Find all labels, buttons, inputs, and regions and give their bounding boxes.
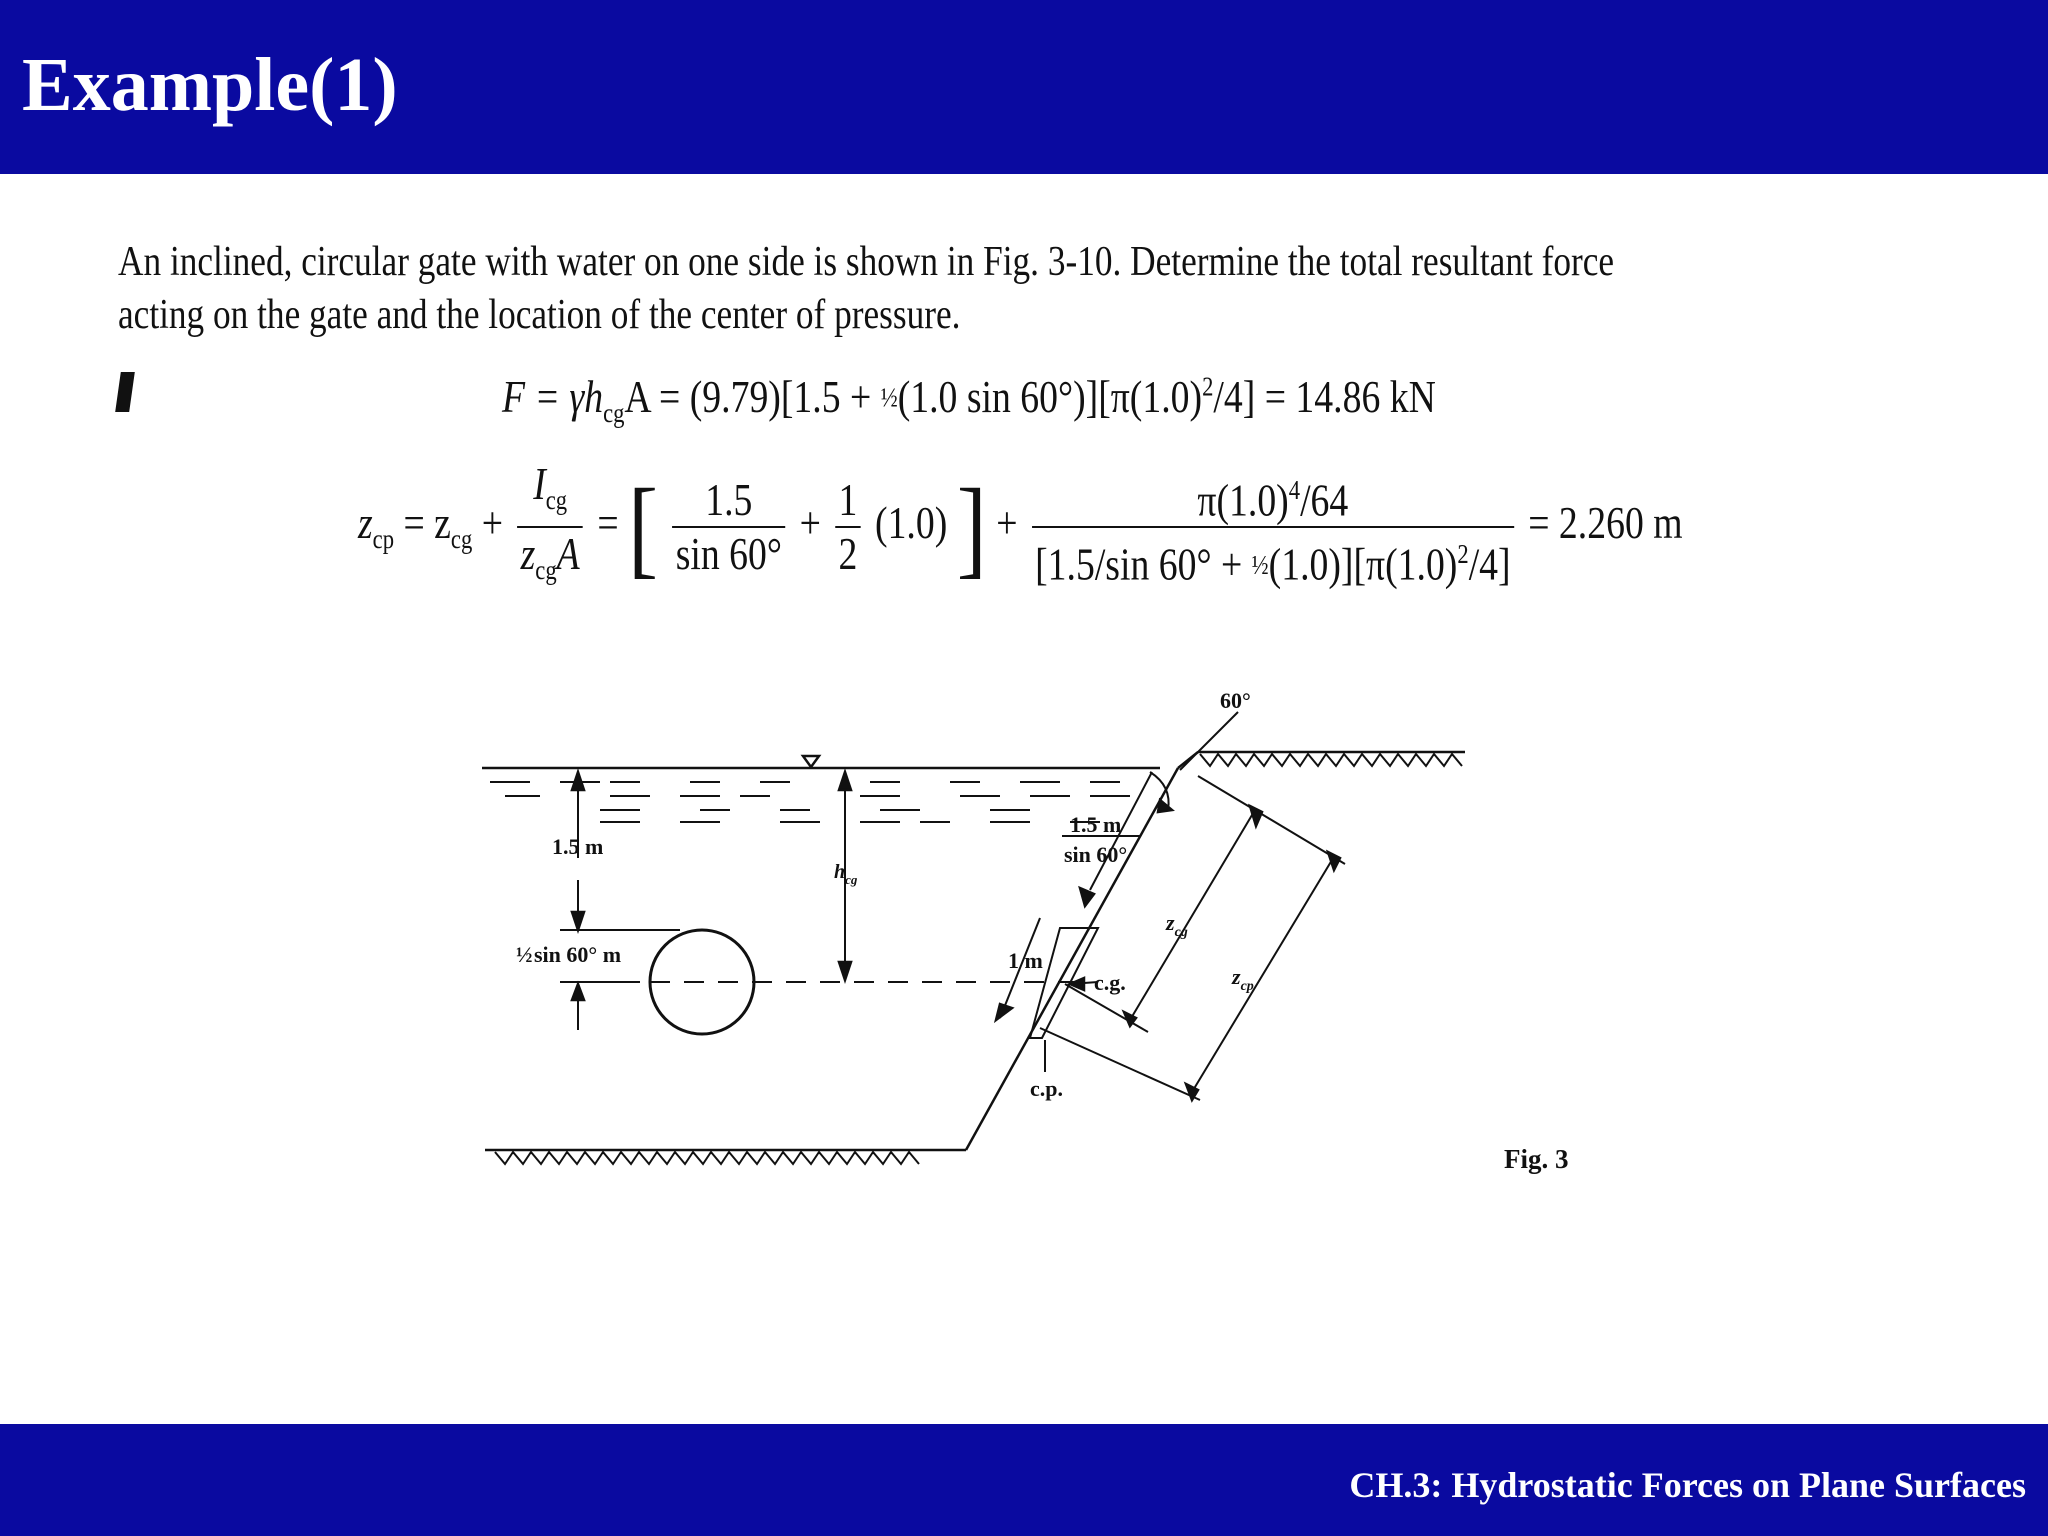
eq1-lhs-sub: cg: [603, 397, 625, 429]
eq2-bigden-sup: 2: [1457, 537, 1469, 569]
zcp-z: z: [1232, 964, 1241, 989]
eq2-cg: cg: [450, 522, 473, 554]
eq2-zcga-a: A: [556, 528, 580, 580]
slant-den: sin 60°: [1064, 842, 1128, 867]
zcg-sub: cg: [1174, 925, 1188, 940]
figure-caption: Fig. 3: [1504, 1144, 1569, 1174]
eq2-bigden-b: (1.0)][π(1.0): [1268, 538, 1458, 590]
eq2-frac2-num: 1: [835, 474, 860, 528]
hcg-h: h: [834, 861, 846, 883]
zcg-z: z: [1166, 910, 1175, 935]
half-sin-label: sin 60° m: [534, 942, 622, 967]
eq2-z: z: [358, 496, 373, 548]
eq2-zcga-sub: cg: [535, 554, 557, 586]
eq1-tail: /4] = 14.86 kN: [1213, 371, 1436, 422]
eq2-bignum-b: /64: [1300, 473, 1349, 525]
eq1-lhs: F = γh: [502, 371, 604, 422]
slant-num: 1.5 m: [1070, 812, 1122, 837]
slide-title: Example(1): [22, 43, 398, 127]
eq2-bignum-sup: 4: [1288, 473, 1301, 505]
eq2-cp: cp: [372, 522, 395, 554]
eq2-plus: +: [472, 496, 513, 548]
eq2-right-bracket: ]: [956, 466, 987, 589]
zcp-label: [1231, 964, 1254, 994]
angle-arrow: [1158, 800, 1172, 812]
eq1-sup: 2: [1202, 370, 1214, 402]
problem-line-1: An inclined, circular gate with water on one side is shown in Fig. 3-10. Determine the total resultant force: [118, 239, 1615, 285]
eq2-plus-3: +: [996, 496, 1027, 548]
eq2-zcga-z: z: [520, 528, 536, 580]
zcg-label: [1165, 910, 1188, 940]
half-sin-prefix: ½: [516, 942, 533, 967]
eq2-bigden-half: ½: [1251, 548, 1269, 580]
footer-bar: [0, 1424, 2048, 1536]
problem-line-2: acting on the gate and the location of the center of pressure.: [118, 292, 961, 338]
eq2-bigden-a: [1.5/sin 60° +: [1035, 538, 1252, 590]
eq2-frac2-den: 2: [838, 528, 858, 580]
eq2-result: = 2.260 m: [1528, 496, 1683, 548]
eq2-eq-plus: = z: [394, 496, 451, 548]
eq2-bignum-a: π(1.0): [1197, 473, 1289, 525]
cg-label: c.g.: [1094, 970, 1126, 995]
hcg-sub: cg: [845, 872, 858, 887]
eq2-bigden-c: /4]: [1468, 538, 1511, 590]
eq2-frac1-den: sin 60°: [675, 528, 782, 580]
footer-text: CH.3: Hydrostatic Forces on Plane Surfaces: [1349, 1465, 2026, 1505]
water-level-triangle: [803, 756, 819, 767]
angle-label: 60°: [1220, 688, 1251, 713]
eq2-left-bracket: [: [628, 466, 659, 589]
eq1-lhs-tail: A = (9.79)[1.5 +: [624, 371, 881, 422]
eq2-equals: =: [597, 496, 629, 548]
water-dashes: [490, 782, 1130, 822]
zcp-dimension: [1192, 855, 1335, 1092]
eq2-frac1-num: 1.5: [672, 474, 785, 528]
depth-label: 1.5 m: [552, 834, 604, 859]
ground-hatching: [495, 754, 1462, 1164]
eq1-mid: (1.0 sin 60°)][π(1.0): [897, 371, 1203, 422]
diameter-label: 1 m: [1008, 948, 1043, 973]
eq2-one: (1.0): [875, 496, 948, 548]
eq2-icg-sub: cg: [545, 484, 568, 516]
zcp-sub: cp: [1240, 979, 1254, 994]
cp-label: c.p.: [1030, 1076, 1063, 1101]
eq1-half: ½: [880, 381, 898, 413]
eq2-plus-2: +: [799, 496, 831, 548]
angle-leader: [1180, 712, 1238, 770]
eq2-icg-i: I: [533, 458, 546, 509]
